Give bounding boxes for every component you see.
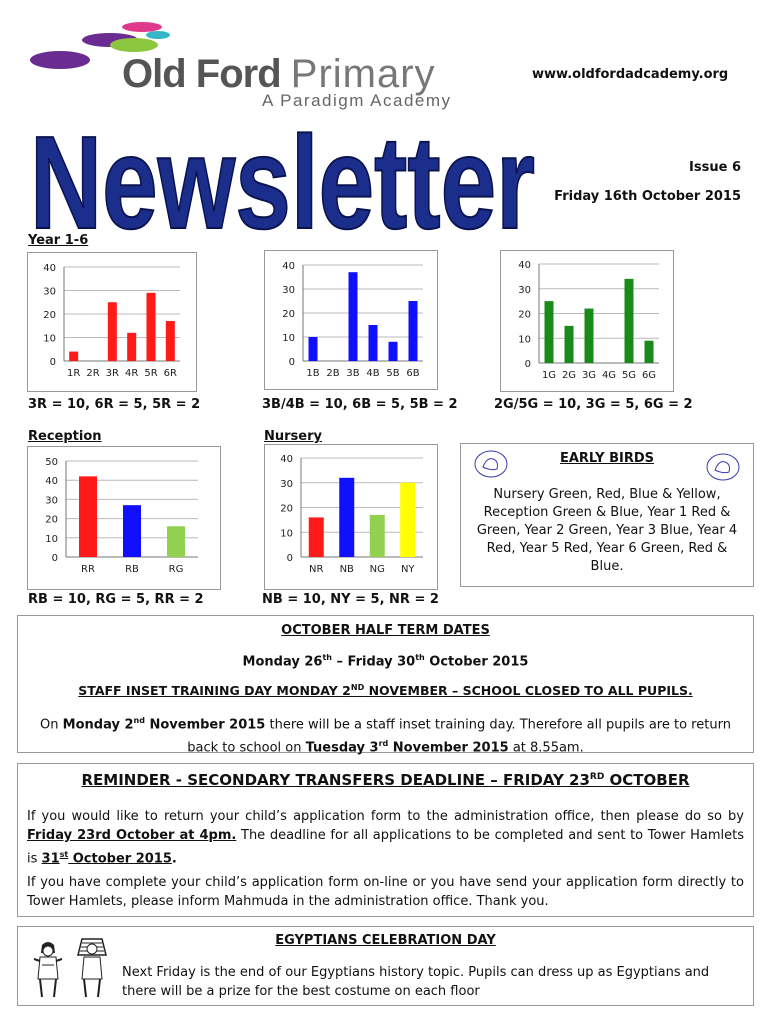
chart-reception-svg xyxy=(28,447,220,589)
x-tick-label: 2B xyxy=(326,368,340,379)
half-term-title: OCTOBER HALF TERM DATES xyxy=(281,623,490,638)
y-tick-label: 20 xyxy=(280,503,293,515)
body-bold: November 2015 xyxy=(144,717,266,733)
y-tick-label: 0 xyxy=(524,359,531,370)
inset-day-body xyxy=(30,711,741,758)
inset-part: STAFF INSET TRAINING DAY MONDAY 2 xyxy=(78,683,351,699)
chart-reception xyxy=(27,446,221,590)
x-tick-label: 6R xyxy=(163,368,177,379)
body-part: On xyxy=(40,717,63,733)
x-tick-label: 3G xyxy=(581,370,597,381)
y-tick-label: 20 xyxy=(45,514,58,526)
dates-part: Monday 26 xyxy=(242,654,323,670)
x-tick-label: 5G xyxy=(621,370,637,381)
bar xyxy=(147,293,156,361)
bar xyxy=(585,309,594,363)
chart-blue xyxy=(264,250,438,390)
y-tick-label: 0 xyxy=(288,357,295,368)
x-tick-label: RB xyxy=(125,564,139,575)
transfers-paragraph-2: If you have complete your child’s application form on-line or you have send your application form directly to Tower Hamlets, please inform Mahmuda in the administration office. Thank you. xyxy=(27,875,744,909)
section-reception-label: Reception xyxy=(28,429,102,444)
bar xyxy=(123,505,141,557)
egyptians-title: EGYPTIANS CELEBRATION DAY xyxy=(275,933,496,948)
y-tick-label: 30 xyxy=(280,478,293,490)
transfers-title-part: OCTOBER xyxy=(604,771,690,789)
bar xyxy=(369,325,378,361)
x-tick-label: NB xyxy=(339,564,354,575)
x-tick-label: 1G xyxy=(541,370,557,381)
half-term-dates xyxy=(18,653,753,669)
x-tick-label: 2R xyxy=(86,368,100,379)
y-tick-label: 0 xyxy=(286,553,293,564)
p1-part: The deadline for all applications to be completed and sent to Tower Hamlets is xyxy=(27,828,744,867)
school-name-thin: Primary xyxy=(290,52,436,96)
x-tick-label: RG xyxy=(168,564,184,575)
inset-sup: ND xyxy=(350,683,365,692)
issue-number: Issue 6 xyxy=(689,160,741,175)
dates-sup: th xyxy=(415,653,425,662)
bar xyxy=(545,301,554,363)
caption-red: 3R = 10, 6R = 5, 5R = 2 xyxy=(28,397,201,412)
chart-red xyxy=(27,252,197,392)
early-birds-box xyxy=(460,443,754,587)
egyptian-figure-icon xyxy=(28,939,68,999)
y-tick-label: 20 xyxy=(43,310,56,321)
dates-sup: th xyxy=(322,653,332,662)
chart-nursery xyxy=(264,444,438,590)
chart-blue-svg xyxy=(265,251,437,389)
y-tick-label: 30 xyxy=(518,284,531,296)
chart-red-svg xyxy=(28,253,196,391)
transfers-title-sup: RD xyxy=(589,772,605,782)
bar xyxy=(166,321,175,361)
dates-part: – Friday 30 xyxy=(331,654,416,670)
bar xyxy=(400,483,415,557)
y-tick-label: 10 xyxy=(280,528,293,540)
x-tick-label: 6G xyxy=(641,370,657,381)
x-tick-label: 4R xyxy=(125,368,139,379)
bar xyxy=(339,478,354,557)
p1-final-date: October 2015 xyxy=(68,851,172,867)
y-tick-label: 30 xyxy=(45,495,58,507)
bar xyxy=(625,279,634,363)
masthead-text: Newsletter xyxy=(30,112,535,240)
caption-reception: RB = 10, RG = 5, RR = 2 xyxy=(28,592,204,607)
early-birds-title: EARLY BIRDS xyxy=(559,451,655,466)
bar xyxy=(389,342,398,361)
x-tick-label: 5B xyxy=(386,368,400,379)
early-birds-body: Nursery Green, Red, Blue & Yellow, Reception Green & Blue, Year 1 Red & Green, Year 2 Green, Year 3 Blue, Year 4 Red, Year 5 Red, Year 6 Green, Red & Blue. xyxy=(476,487,738,574)
x-tick-label: 1R xyxy=(67,368,81,379)
egyptians-box xyxy=(17,926,754,1006)
y-tick-label: 40 xyxy=(45,476,58,488)
website-link[interactable]: www.oldfordadcademy.org xyxy=(532,67,729,82)
p1-sup: st xyxy=(59,850,69,859)
egyptians-body: Next Friday is the end of our Egyptians history topic. Pupils can dress up as Egyptians and there will be a prize for the best costume on each floor xyxy=(122,965,710,999)
x-tick-label: 4B xyxy=(366,368,380,379)
bar xyxy=(645,341,654,363)
y-tick-label: 0 xyxy=(51,553,58,564)
transfers-title xyxy=(18,771,753,789)
p1-part: If you would like to return your child’s application form to the administration office, then please do so by xyxy=(27,809,744,824)
transfers-box xyxy=(17,763,754,917)
x-tick-label: 4G xyxy=(601,370,617,381)
inset-part: NOVEMBER – SCHOOL CLOSED TO ALL PUPILS. xyxy=(364,683,693,699)
school-subtitle: A Paradigm Academy xyxy=(262,91,452,110)
issue-date: Friday 16th October 2015 xyxy=(554,189,741,204)
y-tick-label: 40 xyxy=(280,454,293,465)
chart-green-svg xyxy=(501,251,673,391)
bar xyxy=(167,526,185,557)
chart-green xyxy=(500,250,674,392)
body-bold: November 2015 xyxy=(388,740,509,756)
body-part: there will be a staff inset training day. Therefore all pupils are to return back to school on xyxy=(187,717,731,756)
y-tick-label: 40 xyxy=(518,260,531,271)
inset-day-notice xyxy=(18,683,753,698)
half-term-box xyxy=(17,615,754,756)
p1-final-date: 31 xyxy=(41,851,60,867)
y-tick-label: 40 xyxy=(43,263,56,274)
x-tick-label: 2G xyxy=(561,370,577,381)
masthead-title xyxy=(28,112,538,240)
x-tick-label: 3B xyxy=(346,368,360,379)
bar xyxy=(309,517,324,557)
transfers-title-part: REMINDER - SECONDARY TRANSFERS DEADLINE – FRIDAY 23 xyxy=(81,771,590,789)
x-tick-label: NG xyxy=(369,564,385,575)
body-sup: nd xyxy=(133,716,145,725)
caption-green: 2G/5G = 10, 3G = 5, 6G = 2 xyxy=(494,397,693,412)
y-tick-label: 30 xyxy=(43,286,56,298)
bar xyxy=(108,302,117,361)
body-bold: Monday 2 xyxy=(62,717,134,733)
transfers-paragraph-1 xyxy=(27,807,744,868)
section-year-label: Year 1-6 xyxy=(28,233,89,248)
chart-nursery-svg xyxy=(265,445,437,589)
y-tick-label: 10 xyxy=(282,333,295,344)
section-nursery-label: Nursery xyxy=(264,429,322,444)
bar xyxy=(127,333,136,361)
school-name-bold: Old Ford xyxy=(122,52,281,96)
y-tick-label: 40 xyxy=(282,261,295,272)
x-tick-label: RR xyxy=(81,564,95,575)
bar xyxy=(309,337,318,361)
y-tick-label: 10 xyxy=(45,533,58,545)
bar xyxy=(79,476,97,557)
bar xyxy=(349,272,358,361)
p1-part: . xyxy=(171,851,177,867)
x-tick-label: NY xyxy=(400,564,415,575)
y-tick-label: 30 xyxy=(282,285,295,296)
y-tick-label: 0 xyxy=(49,357,56,368)
bar xyxy=(409,301,418,361)
y-tick-label: 10 xyxy=(43,333,56,345)
x-tick-label: NR xyxy=(309,564,324,575)
bar xyxy=(370,515,385,557)
x-tick-label: 3R xyxy=(105,368,119,379)
y-tick-label: 10 xyxy=(518,334,531,346)
p1-deadline: Friday 23rd October at 4pm. xyxy=(27,828,237,843)
x-tick-label: 5R xyxy=(144,368,158,379)
caption-nursery: NB = 10, NY = 5, NR = 2 xyxy=(262,592,439,607)
caption-blue: 3B/4B = 10, 6B = 5, 5B = 2 xyxy=(262,397,458,412)
y-tick-label: 20 xyxy=(282,309,295,320)
body-sup: rd xyxy=(378,739,389,749)
x-tick-label: 6B xyxy=(406,368,420,379)
body-part: at 8.55am. xyxy=(508,740,584,756)
body-bold: Tuesday 3 xyxy=(305,740,379,756)
dates-part: October 2015 xyxy=(424,654,529,670)
bar xyxy=(565,326,574,363)
bar xyxy=(69,352,78,361)
x-tick-label: 1B xyxy=(306,368,320,379)
y-tick-label: 50 xyxy=(45,457,58,468)
y-tick-label: 20 xyxy=(518,309,531,321)
